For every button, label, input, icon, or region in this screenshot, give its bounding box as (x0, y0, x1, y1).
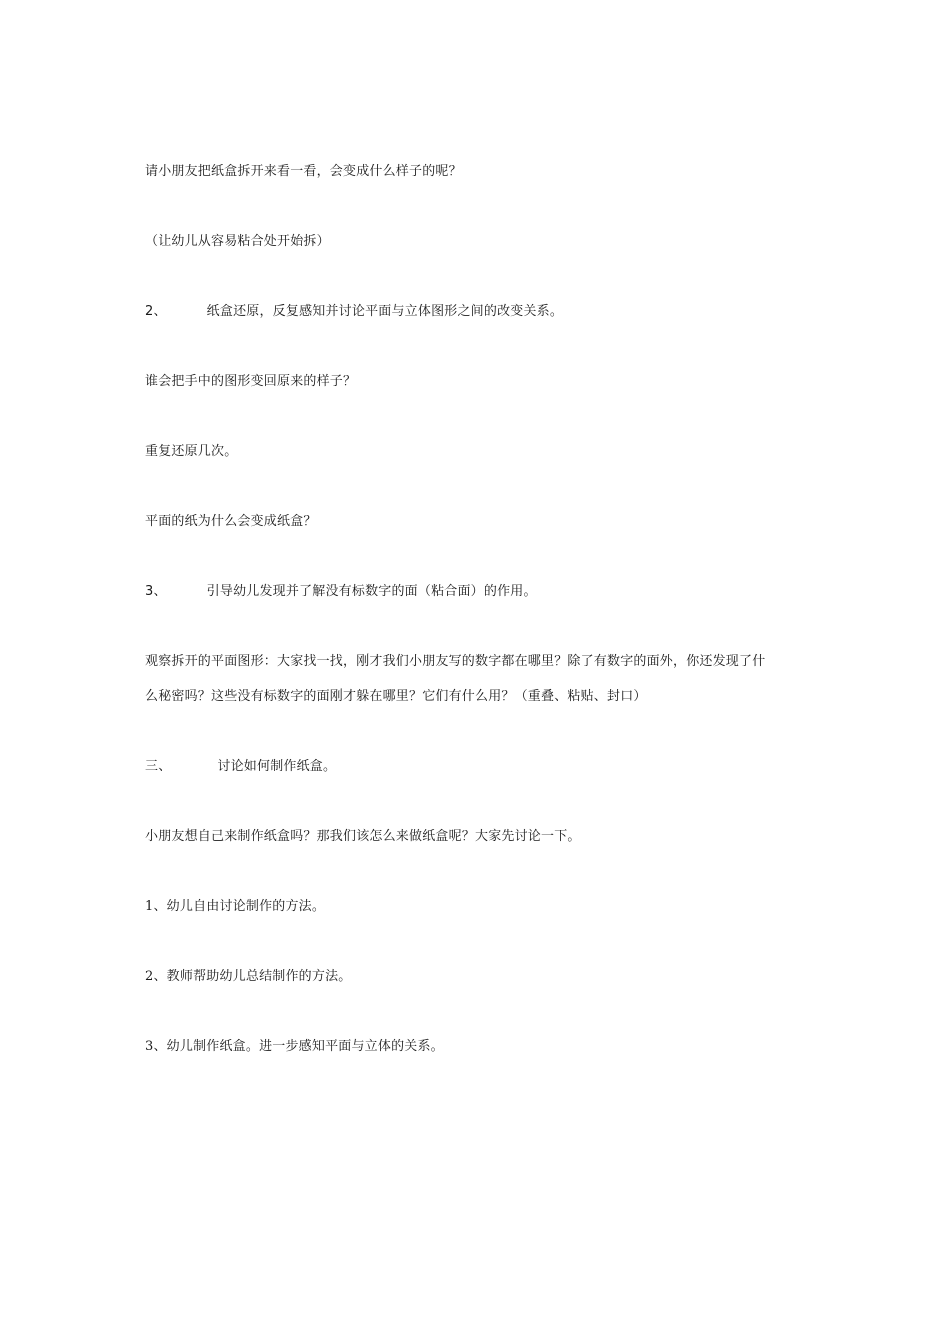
step-2-restore-box (145, 303, 563, 321)
paragraph-text: 么秘密吗？这些没有标数字的面刚才躲在哪里？它们有什么用？（重叠、粘贴、封口） (145, 689, 647, 704)
step-number: 3、 (145, 584, 167, 599)
paragraph-observe-line-2 (145, 688, 647, 706)
paragraph-unpack-hint (145, 233, 330, 251)
paragraph-text: 重复还原几次。 (145, 444, 238, 459)
paragraph-observe-line-1 (145, 653, 765, 671)
paragraph-make-box-intro (145, 828, 581, 846)
list-item-discuss (145, 898, 325, 916)
section-3-heading (145, 758, 336, 776)
paragraph-text: 小朋友想自己来制作纸盒吗？那我们该怎么来做纸盒呢？大家先讨论一下。 (145, 829, 581, 844)
step-text: 纸盒还原，反复感知并讨论平面与立体图形之间的改变关系。 (206, 304, 564, 319)
list-item-summarize (145, 968, 351, 986)
paragraph-why-question (145, 513, 317, 531)
paragraph-text: 观察拆开的平面图形：大家找一找，刚才我们小朋友写的数字都在哪里？除了有数字的面外，你还发现了什 (145, 654, 766, 669)
list-item-make-box (145, 1038, 444, 1056)
paragraph-repeat-restore (145, 443, 237, 461)
section-number: 三、 (145, 759, 172, 774)
step-number: 2、 (145, 304, 167, 319)
paragraph-restore-question (145, 373, 356, 391)
list-item-text: 3、幼儿制作纸盒。进一步感知平面与立体的关系。 (145, 1039, 444, 1054)
step-text: 引导幼儿发现并了解没有标数字的面（粘合面）的作用。 (206, 584, 537, 599)
list-item-text: 2、教师帮助幼儿总结制作的方法。 (145, 969, 352, 984)
list-item-text: 1、幼儿自由讨论制作的方法。 (145, 899, 326, 914)
step-3-glue-faces (145, 583, 537, 601)
paragraph-text: 请小朋友把纸盒拆开来看一看，会变成什么样子的呢？ (145, 164, 462, 179)
paragraph-text: 平面的纸为什么会变成纸盒？ (145, 514, 317, 529)
paragraph-text: （让幼儿从容易粘合处开始拆） (145, 234, 330, 249)
paragraph-text: 谁会把手中的图形变回原来的样子？ (145, 374, 357, 389)
paragraph-unpack-box (145, 163, 462, 181)
section-title: 讨论如何制作纸盒。 (217, 759, 337, 774)
